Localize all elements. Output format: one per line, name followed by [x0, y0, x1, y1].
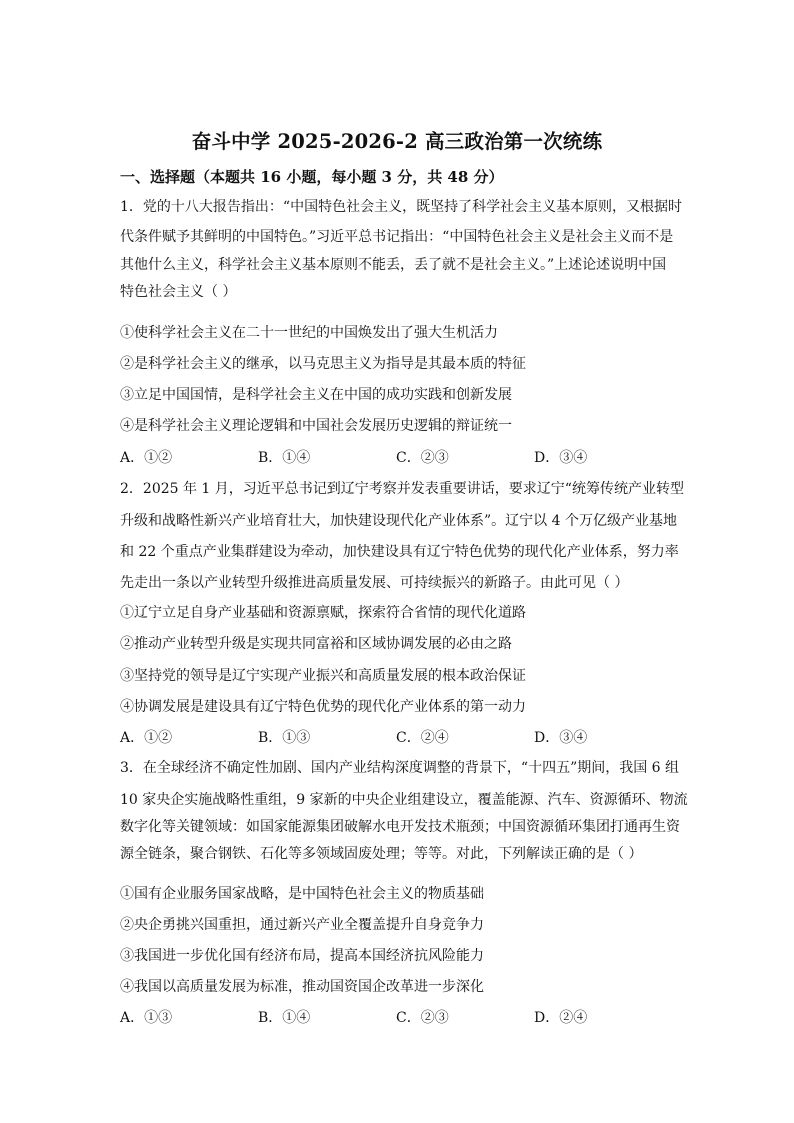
question-2-choice-c[interactable]: C．②④	[396, 730, 449, 746]
question-2-choice-b[interactable]: B．①③	[258, 730, 311, 746]
question-1-choice-a[interactable]: A．①②	[120, 450, 173, 466]
question-2-stem-line: 和 22 个重点产业集群建设为牵动，加快建设具有辽宁特色优势的现代化产业体系，努力率	[120, 544, 679, 560]
question-3-choice-b[interactable]: B．①④	[258, 1010, 311, 1026]
question-1-choice-d[interactable]: D．③④	[534, 450, 588, 466]
question-2-option: ①辽宁立足自身产业基础和资源禀赋，探索符合省情的现代化道路	[120, 605, 526, 621]
question-3-choice-a[interactable]: A．①③	[120, 1010, 173, 1026]
question-2-stem-line: 升级和战略性新兴产业培育壮大，加快建设现代化产业体系”。辽宁以 4 个万亿级产业基地	[120, 513, 677, 529]
question-1-option: ①使科学社会主义在二十一世纪的中国焕发出了强大生机活力	[120, 325, 498, 341]
section-heading: 一、选择题（本题共 16 小题，每小题 3 分，共 48 分）	[120, 168, 504, 186]
question-1-choice-c[interactable]: C．②③	[396, 450, 449, 466]
question-2-stem-line: 2．2025 年 1 月，习近平总书记到辽宁考察并发表重要讲话，要求辽宁“统筹传统产业转型	[120, 481, 684, 497]
question-2-choice-d[interactable]: D．③④	[534, 730, 588, 746]
question-2-choice-a[interactable]: A．①②	[120, 730, 173, 746]
question-1-option: ④是科学社会主义理论逻辑和中国社会发展历史逻辑的辩证统一	[120, 418, 512, 434]
question-3-option: ④我国以高质量发展为标准，推动国资国企改革进一步深化	[120, 979, 484, 995]
question-3-choice-c[interactable]: C．②③	[396, 1010, 449, 1026]
question-2-option: ②推动产业转型升级是实现共同富裕和区域协调发展的必由之路	[120, 636, 512, 652]
question-1-option: ③立足中国国情，是科学社会主义在中国的成功实践和创新发展	[120, 387, 512, 403]
question-3-stem-line: 3．在全球经济不确定性加剧、国内产业结构深度调整的背景下，“十四五”期间，我国 6 组	[120, 760, 680, 776]
question-1-option: ②是科学社会主义的继承，以马克思主义为指导是其最本质的特征	[120, 356, 526, 372]
question-2-option: ④协调发展是建设具有辽宁特色优势的现代化产业体系的第一动力	[120, 699, 526, 715]
question-3-stem-line: 源全链条，聚合钢铁、石化等多领域固废处理；等等。对此，下列解读正确的是（ ）	[120, 846, 643, 862]
question-3-stem-line: 10 家央企实施战略性重组，9 家新的中央企业组建设立，覆盖能源、汽车、资源循环、物流	[120, 792, 688, 808]
question-3-option: ①国有企业服务国家战略，是中国特色社会主义的物质基础	[120, 886, 484, 902]
question-3-choice-d[interactable]: D．②④	[534, 1010, 588, 1026]
question-1-choice-b[interactable]: B．①④	[258, 450, 311, 466]
question-3-option: ③我国进一步优化国有经济布局，提高本国经济抗风险能力	[120, 948, 484, 964]
question-2-stem-line: 先走出一条以产业转型升级推进高质量发展、可持续振兴的新路子。由此可见（ ）	[120, 575, 629, 591]
question-3-option: ②央企勇挑兴国重担，通过新兴产业全覆盖提升自身竞争力	[120, 917, 484, 933]
question-1-stem-line: 1．党的十八大报告指出：“中国特色社会主义，既坚持了科学社会主义基本原则，又根据时	[120, 199, 683, 215]
question-1-stem-line: 其他什么主义，科学社会主义基本原则不能丢，丢了就不是社会主义。”上述论述说明中国	[120, 257, 667, 273]
question-1-stem-line: 特色社会主义（ ）	[120, 284, 237, 300]
question-2-option: ③坚持党的领导是辽宁实现产业振兴和高质量发展的根本政治保证	[120, 668, 526, 684]
question-3-stem-line: 数字化等关键领域：如国家能源集团破解水电开发技术瓶颈；中国资源循环集团打通再生资	[120, 819, 680, 835]
exam-title: 奋斗中学 2025-2026-2 高三政治第一次统练	[191, 130, 603, 153]
question-1-stem-line: 代条件赋予其鲜明的中国特色。”习近平总书记指出：“中国特色社会主义是社会主义而不是	[120, 229, 674, 245]
